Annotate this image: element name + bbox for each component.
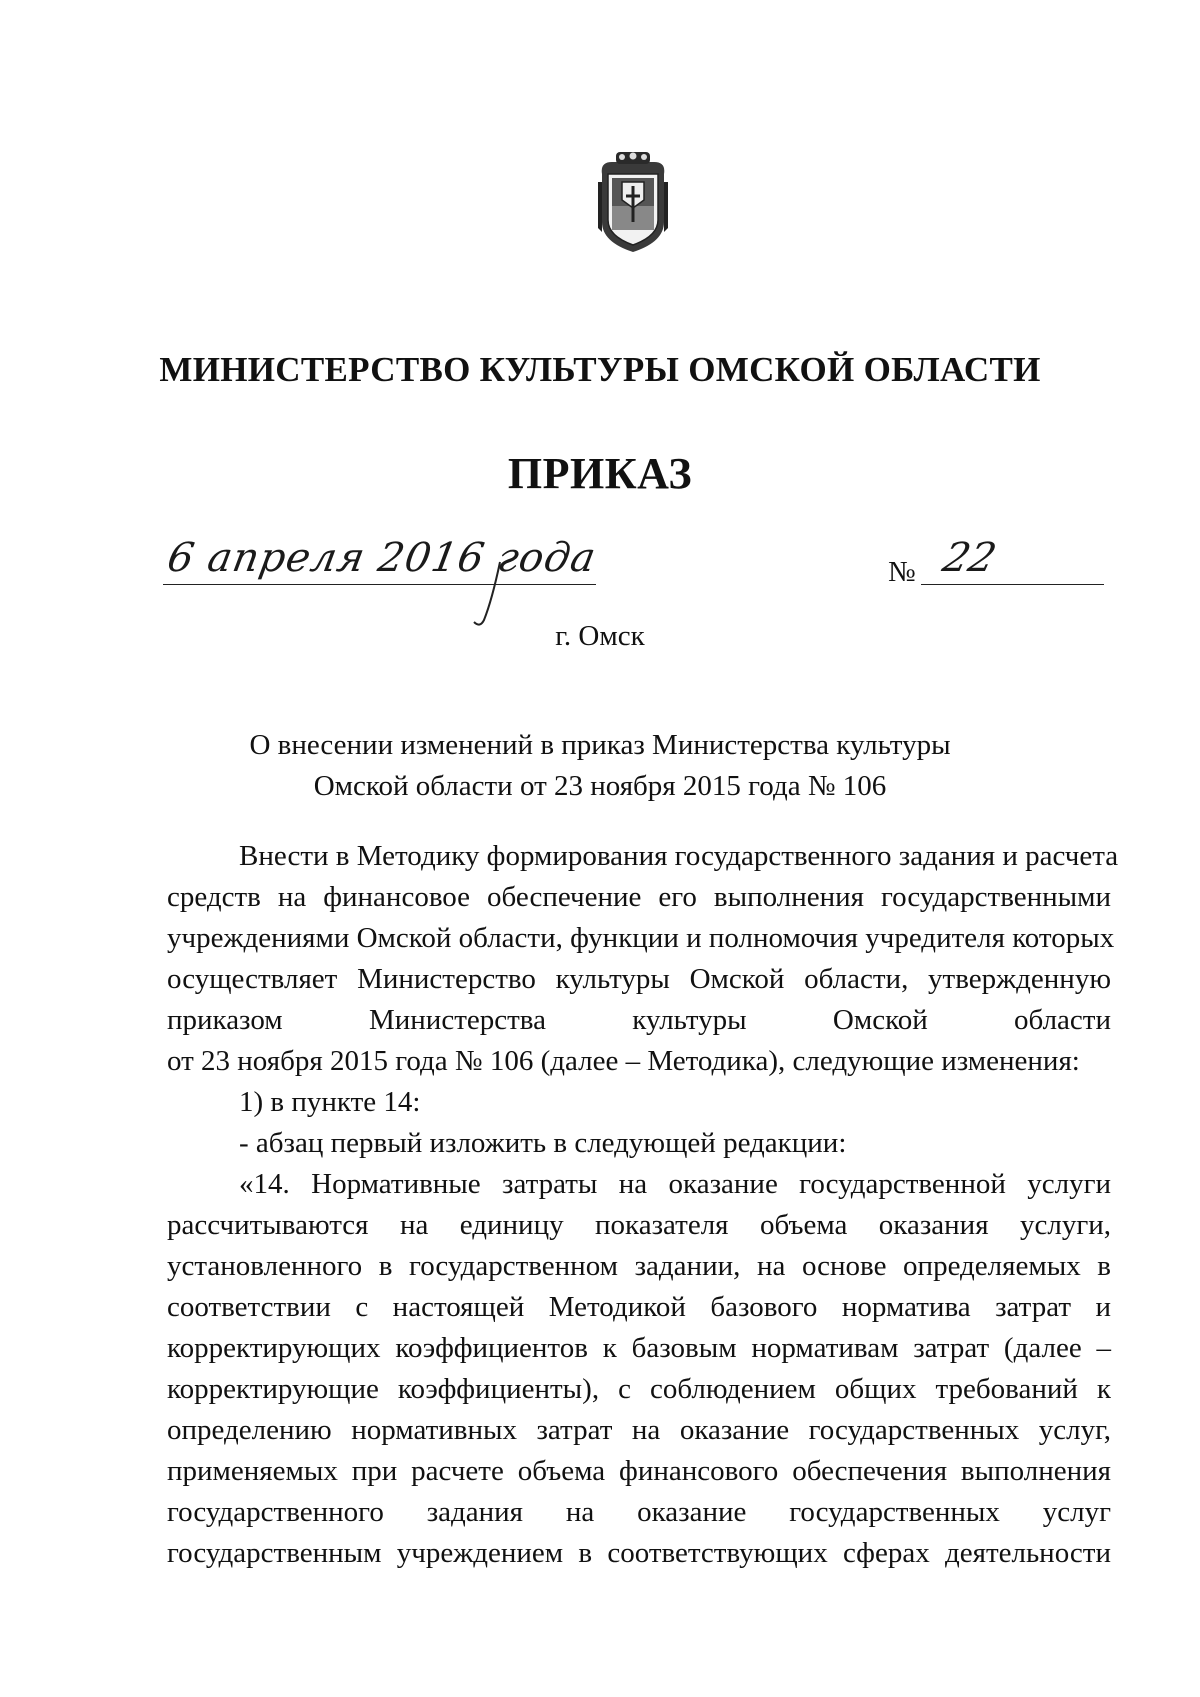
- text-line: приказом Министерства культуры Омской области: [167, 1004, 1111, 1036]
- text-line: «14. Нормативные затраты на оказание государственной услуги: [239, 1168, 1111, 1200]
- text-line: соответствии с настоящей Методикой базового норматива затрат и: [167, 1291, 1111, 1323]
- text-line: от 23 ноября 2015 года № 106 (далее – Методика), следующие изменения:: [167, 1045, 1080, 1077]
- subject-line: Омской области от 23 ноября 2015 года № 106: [313, 770, 887, 802]
- text-line: корректирующих коэффициентов к базовым нормативам затрат (далее –: [167, 1332, 1111, 1364]
- text-line: государственным учреждением в соответствующих сферах деятельности: [167, 1537, 1111, 1569]
- city: г. Омск: [555, 620, 645, 652]
- list-item: - абзац первый изложить в следующей редакции:: [239, 1127, 847, 1159]
- text-line: установленного в государственном задании, на основе определяемых в: [167, 1250, 1111, 1282]
- text-line: учреждениями Омской области, функции и полномочия учредителя которых: [167, 922, 1115, 954]
- text-line: Внести в Методику формирования государственного задания и расчета: [239, 840, 1119, 872]
- paragraph-main: [167, 836, 1119, 1082]
- date-underline: [163, 584, 596, 585]
- order-body: [167, 836, 1119, 1574]
- order-number-handwritten: 22: [938, 535, 1001, 581]
- order-number-label: №: [888, 556, 916, 588]
- text-line: применяемых при расчете объема финансового обеспечения выполнения: [167, 1455, 1111, 1487]
- subject-line: О внесении изменений в приказ Министерства культуры: [249, 729, 951, 761]
- order-subject: [0, 725, 1200, 807]
- text-line: корректирующие коэффициенты), с соблюдением общих требований к: [167, 1373, 1111, 1405]
- list-item: 1) в пункте 14:: [239, 1086, 421, 1118]
- text-line: средств на финансовое обеспечение его выполнения государственными: [167, 881, 1111, 913]
- number-underline: [921, 584, 1104, 585]
- text-line: государственного задания на оказание государственных услуг: [167, 1496, 1111, 1528]
- document-type-title: ПРИКАЗ: [507, 449, 693, 498]
- text-line: рассчитываются на единицу показателя объема оказания услуги,: [167, 1209, 1111, 1241]
- text-line: осуществляет Министерство культуры Омской области, утвержденную: [167, 963, 1111, 995]
- ministry-title: МИНИСТЕРСТВО КУЛЬТУРЫ ОМСКОЙ ОБЛАСТИ: [159, 350, 1041, 389]
- order-date-handwritten: 6 апреля 2016 года: [163, 535, 600, 581]
- text-line: определению нормативных затрат на оказание государственных услуг,: [167, 1414, 1111, 1446]
- paragraph-quote: [167, 1164, 1111, 1574]
- coat-of-arms-icon: [592, 152, 674, 254]
